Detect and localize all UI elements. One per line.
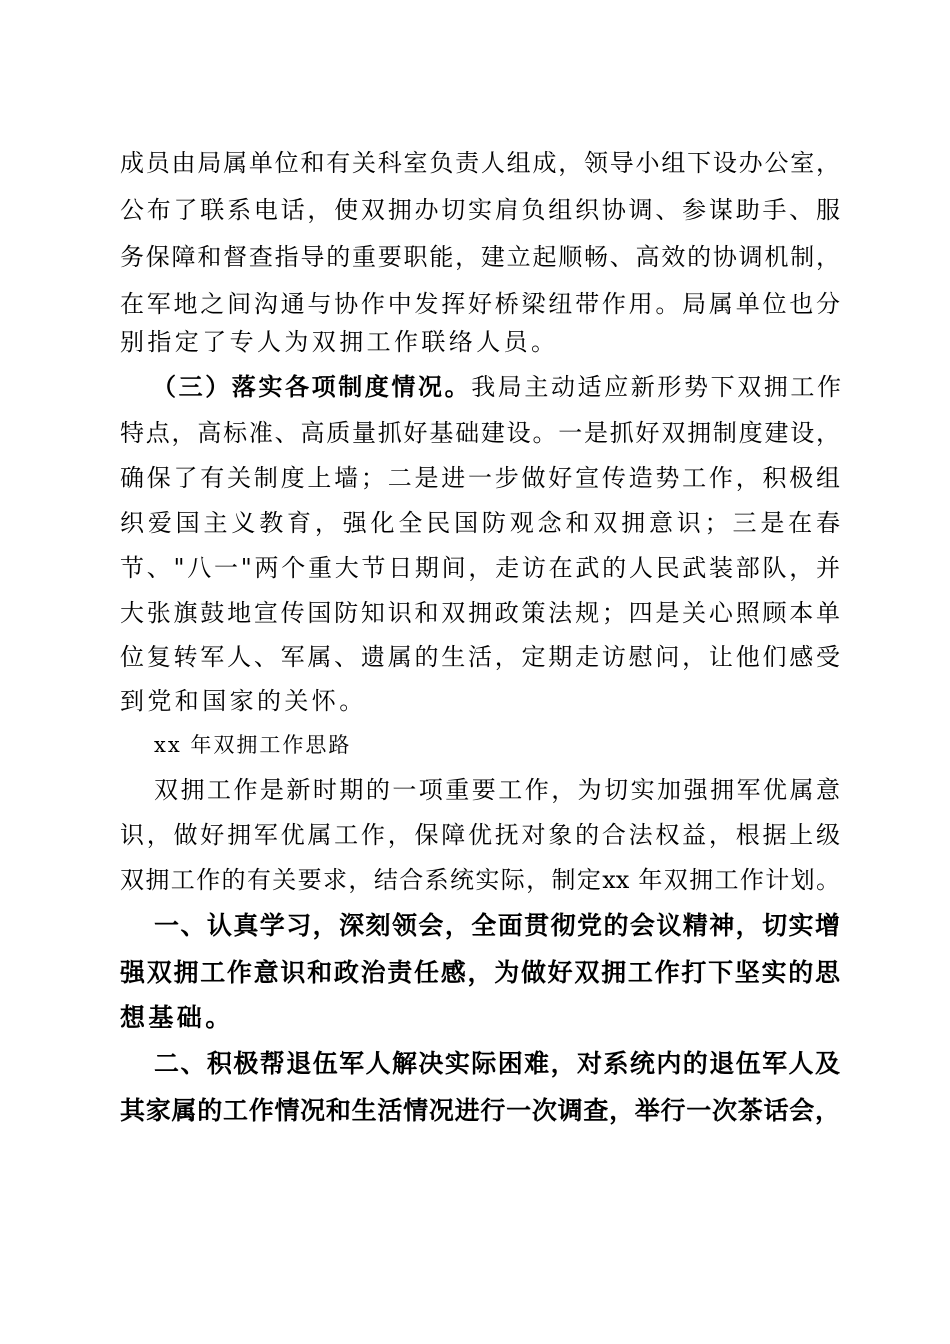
point2-line-2: 其家属的工作情况和生活情况进行一次调查，举行一次茶话会， [120, 1096, 840, 1125]
paragraph1-line-3: 务保障和督查指导的重要职能，建立起顺畅、高效的协调机制， [120, 243, 840, 271]
point2-line-1: 二、积极帮退伍军人解决实际困难，对系统内的退伍军人及 [154, 1049, 840, 1078]
point1-line-3: 想基础。 [120, 1003, 234, 1032]
paragraph3-line-1: 双拥工作是新时期的一项重要工作，为切实加强拥军优属意 [154, 776, 840, 804]
paragraph2-line-5: 节、"八一"两个重大节日期间，走访在武的人民武装部队，并 [120, 554, 840, 582]
paragraph2-line-7: 位复转军人、军属、遗属的生活，定期走访慰问，让他们感受 [120, 643, 840, 671]
point1-line-1: 一、认真学习，深刻领会，全面贯彻党的会议精神，切实增 [154, 911, 840, 940]
paragraph3-line-2: 识，做好拥军优属工作，保障优抚对象的合法权益，根据上级 [120, 821, 840, 849]
paragraph2-line-4: 织爱国主义教育，强化全民国防观念和双拥意识；三是在春 [120, 509, 840, 537]
paragraph1-line-2: 公布了联系电话，使双拥办切实肩负组织协调、参谋助手、服 [120, 196, 840, 224]
paragraph2-line-6: 大张旗鼓地宣传国防知识和双拥政策法规；四是关心照顾本单 [120, 599, 840, 627]
paragraph2-line-3: 确保了有关制度上墙；二是进一步做好宣传造势工作，积极组 [120, 464, 840, 492]
paragraph3-line-3: 双拥工作的有关要求，结合系统实际，制定xx 年双拥工作计划。 [120, 866, 840, 894]
paragraph1-line-4: 在军地之间沟通与协作中发挥好桥梁纽带作用。局属单位也分 [120, 290, 840, 318]
point1-line-2: 强双拥工作意识和政治责任感，为做好双拥工作打下坚实的思 [120, 958, 840, 987]
paragraph1-line-5: 别指定了专人为双拥工作联络人员。 [120, 328, 559, 356]
paragraph2-line-1 [152, 372, 844, 402]
paragraph2-line-8: 到党和国家的关怀。 [120, 687, 367, 715]
paragraph2-line-1-rest: 我局主动适应新形势下双拥工作 [471, 373, 844, 401]
subsection-heading: （三）落实各项制度情况。 [152, 372, 472, 401]
section-heading: xx 年双拥工作思路 [154, 733, 352, 757]
paragraph1-line-1: 成员由局属单位和有关科室负责人组成，领导小组下设办公室， [120, 149, 840, 177]
paragraph2-line-2: 特点，高标准、高质量抓好基础建设。一是抓好双拥制度建设， [120, 419, 840, 447]
